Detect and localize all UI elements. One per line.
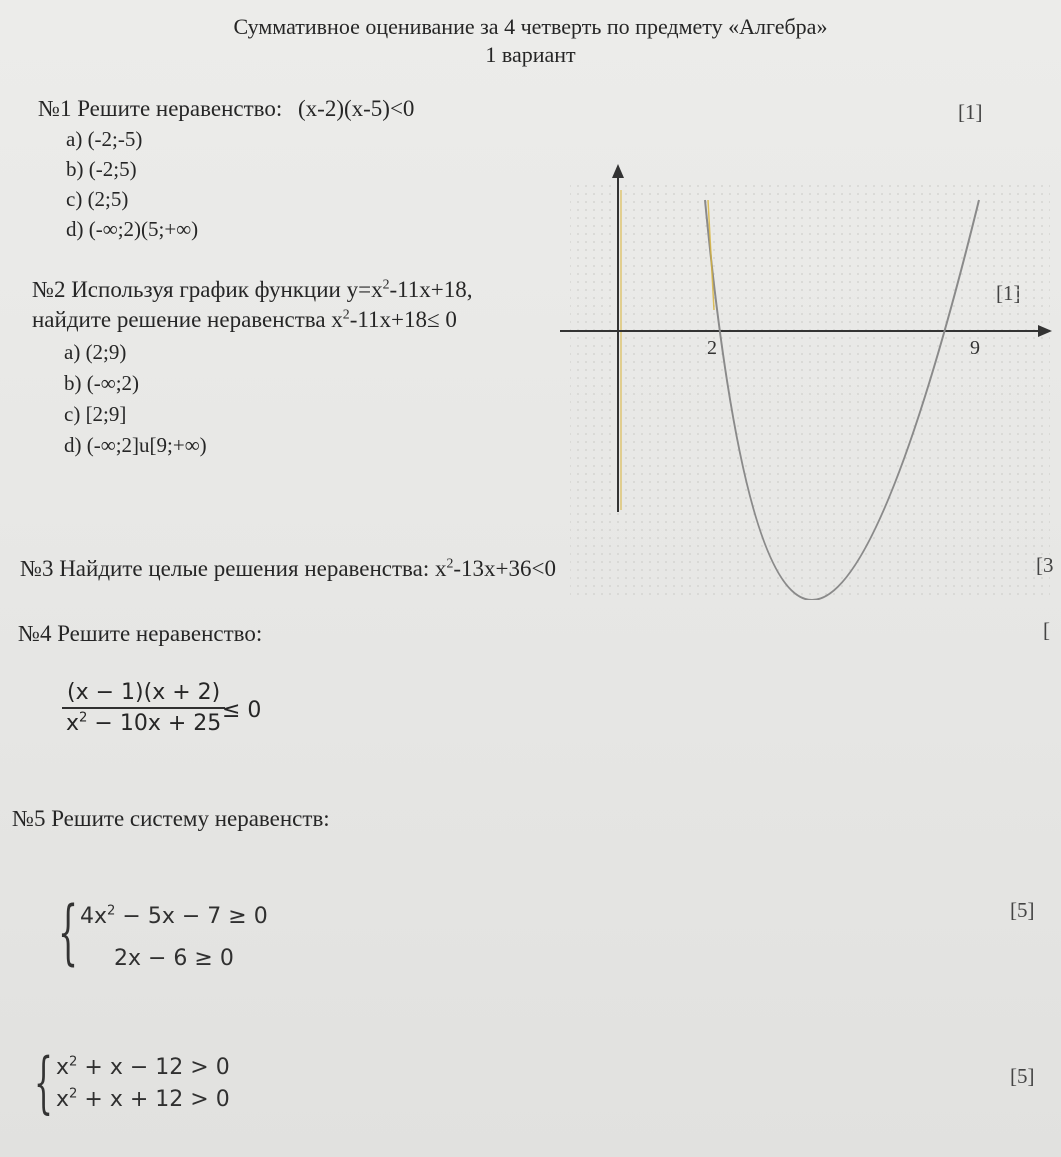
q4-denominator <box>62 711 225 736</box>
q3-prompt <box>20 556 556 582</box>
q3-tail: -13x+36<0 <box>453 556 556 581</box>
q5-label: №5 Решите систему неравенств: <box>12 806 330 831</box>
q1-option-b: b) (-2;5) <box>66 157 137 181</box>
q1-prompt <box>38 96 414 122</box>
q2-option-d: d) (-∞;2]u[9;+∞) <box>64 433 207 457</box>
q1-expression: (x-2)(x-5)<0 <box>298 96 415 121</box>
system2-line1-base: x <box>56 1055 70 1080</box>
root-label-2: 2 <box>707 337 717 359</box>
q4-den-sup: 2 <box>79 710 88 726</box>
q4-numerator: (x − 1)(x + 2) <box>67 680 221 705</box>
q2-option-b: b) (-∞;2) <box>64 371 140 395</box>
variant-label: 1 вариант <box>485 42 576 67</box>
parabola-graph <box>560 160 1060 600</box>
q2-line2-sup: 2 <box>342 306 350 322</box>
q4-fraction-bar <box>62 707 225 709</box>
q4-fraction <box>62 680 225 736</box>
system2-brace: { <box>34 1044 53 1121</box>
system2-line2-base: x <box>56 1087 70 1112</box>
q2-line1-sup: 2 <box>382 276 390 292</box>
system2-score: [5] <box>1010 1064 1035 1088</box>
q3-score: [3 <box>1036 553 1054 577</box>
system1-line1 <box>80 904 268 929</box>
q1-score: [1] <box>958 100 983 124</box>
q3-sup: 2 <box>446 555 454 571</box>
q2-line1-text: №2 Используя график функции y=x <box>32 277 383 302</box>
system2-line1 <box>56 1055 230 1080</box>
q1-label: №1 Решите неравенство: <box>38 96 283 121</box>
q4-score: [ <box>1043 618 1050 642</box>
system1-line1-tail: − 5x − 7 ≥ 0 <box>115 904 268 929</box>
system1-brace: { <box>58 891 79 973</box>
q4-den-base: x <box>66 711 80 736</box>
system1-score: [5] <box>1010 898 1035 922</box>
q2-option-c: c) [2;9] <box>64 402 127 426</box>
system1-line2: 2x − 6 ≥ 0 <box>114 946 234 971</box>
system2-line1-tail: + x − 12 > 0 <box>77 1055 230 1080</box>
system2-line2-tail: + x + 12 > 0 <box>77 1087 230 1112</box>
q2-line2-tail: -11x+18≤ 0 <box>349 307 457 332</box>
graph-dot-grid <box>570 180 1050 595</box>
q4-den-tail: − 10x + 25 <box>87 711 222 736</box>
system2-line1-sup: 2 <box>69 1054 78 1070</box>
q3-label: №3 Найдите целые решения неравенства: x <box>20 556 447 581</box>
y-axis-arrow <box>612 164 624 178</box>
system1-line1-base: 4x <box>80 904 108 929</box>
q1-option-a: a) (-2;-5) <box>66 127 143 151</box>
q4-relation: ≤ 0 <box>222 698 262 723</box>
q2-line2-text: найдите решение неравенства x <box>32 307 343 332</box>
q1-option-d: d) (-∞;2)(5;+∞) <box>66 217 199 241</box>
root-label-9: 9 <box>970 337 980 359</box>
q2-line1 <box>32 277 473 303</box>
system2-line2-sup: 2 <box>69 1086 78 1102</box>
system2-line2 <box>56 1087 230 1112</box>
q1-option-c: c) (2;5) <box>66 187 129 211</box>
q2-line2 <box>32 307 457 333</box>
system1-line1-sup: 2 <box>107 903 116 919</box>
q2-line1-tail: -11x+18, <box>389 277 473 302</box>
q4-label: №4 Решите неравенство: <box>18 621 263 646</box>
q2-option-a: a) (2;9) <box>64 340 127 364</box>
worksheet-title: Суммативное оценивание за 4 четверть по предмету «Алгебра» <box>233 14 828 39</box>
